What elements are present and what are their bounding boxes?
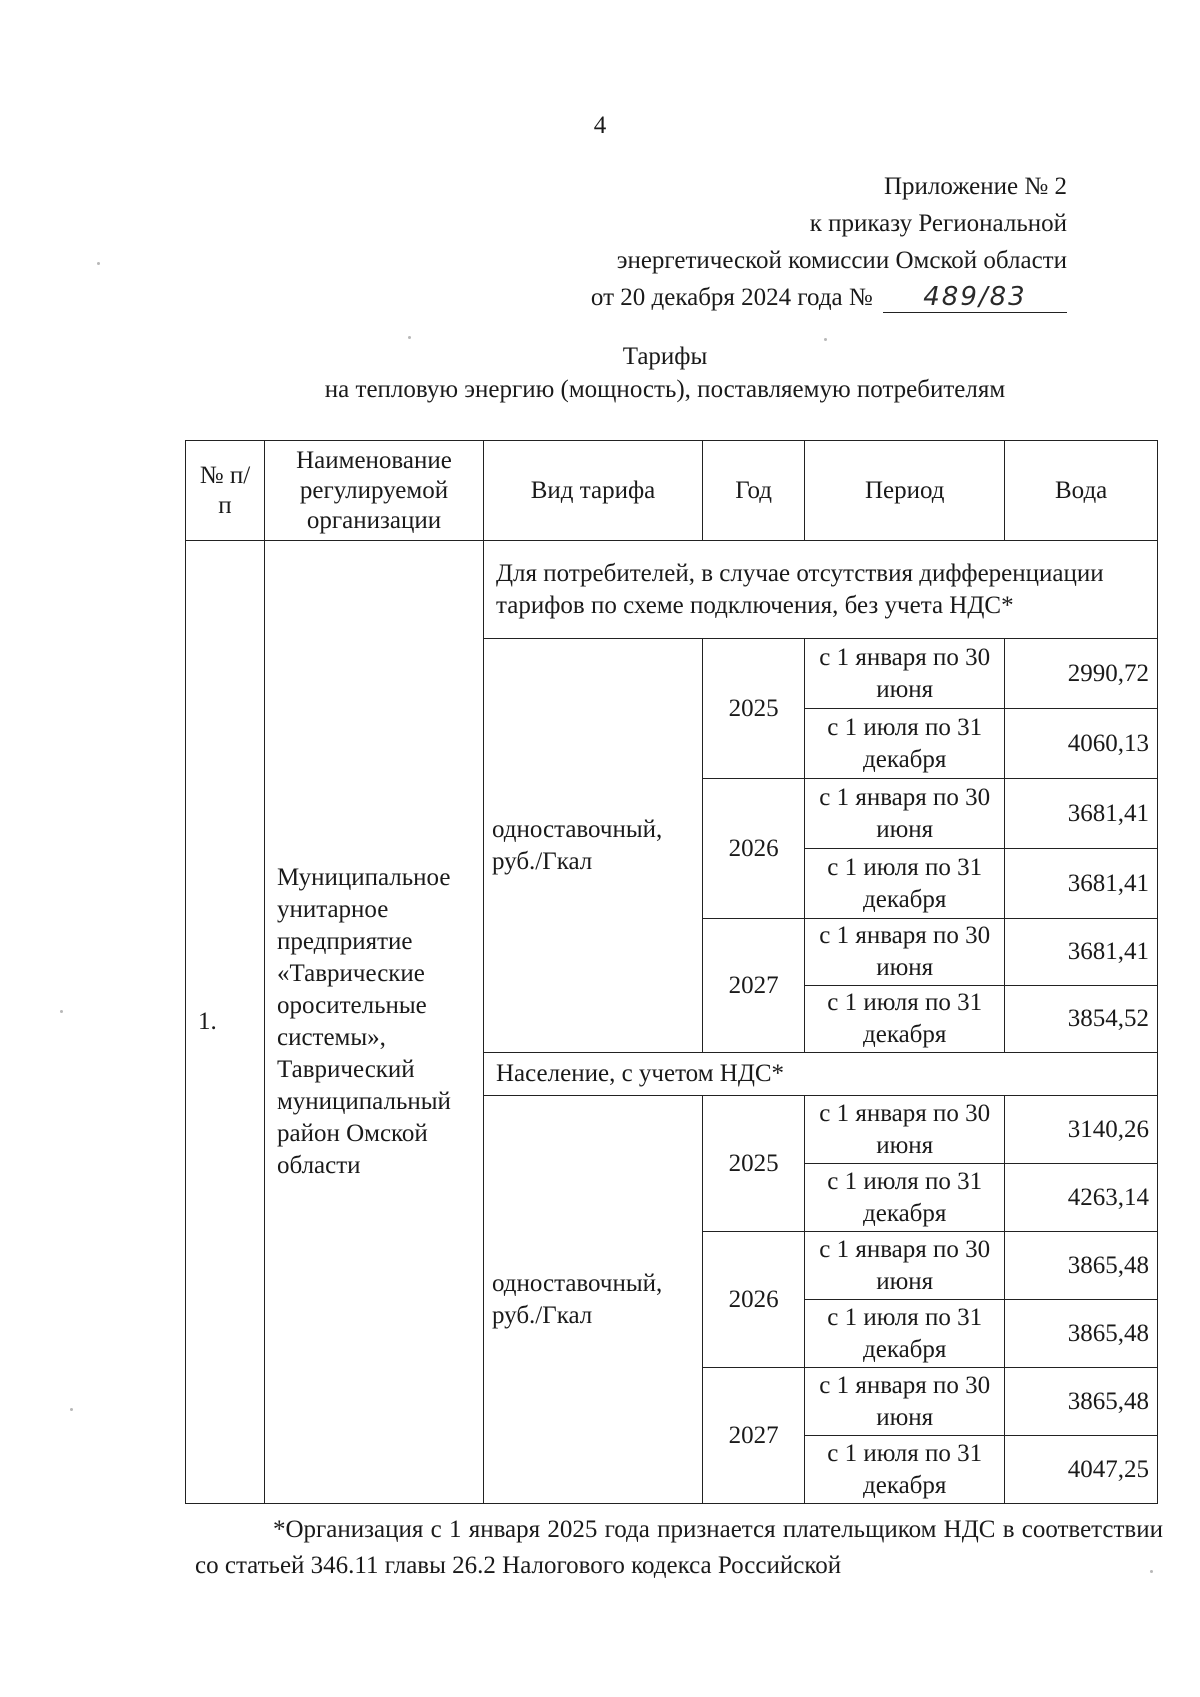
order-number-handwritten: 489/83 bbox=[883, 282, 1067, 313]
document-title bbox=[0, 340, 1200, 406]
period-cell: с 1 июля по 31 декабря bbox=[805, 986, 1005, 1053]
value-cell: 3865,48 bbox=[1005, 1368, 1158, 1436]
row-number: 1. bbox=[186, 541, 265, 1504]
value-cell: 3865,48 bbox=[1005, 1232, 1158, 1300]
period-cell: с 1 июля по 31 декабря bbox=[805, 1436, 1005, 1504]
scan-speck bbox=[1150, 1570, 1153, 1573]
header-year: Год bbox=[703, 441, 805, 541]
period-cell: с 1 июля по 31 декабря bbox=[805, 849, 1005, 919]
value-cell: 3865,48 bbox=[1005, 1300, 1158, 1368]
value-cell: 3681,41 bbox=[1005, 919, 1158, 986]
period-cell: с 1 января по 30 июня bbox=[805, 1232, 1005, 1300]
period-cell: с 1 января по 30 июня bbox=[805, 1368, 1005, 1436]
year-cell: 2025 bbox=[703, 639, 805, 779]
value-cell: 3681,41 bbox=[1005, 779, 1158, 849]
period-cell: с 1 января по 30 июня bbox=[805, 639, 1005, 709]
group-label: Население, с учетом НДС* bbox=[484, 1053, 1158, 1096]
organization-name: Муниципальное унитарное предприятие «Таврические оросительные системы», Таврический муниципальный район Омской области bbox=[264, 541, 483, 1504]
year-cell: 2027 bbox=[703, 919, 805, 1053]
value-cell: 3854,52 bbox=[1005, 986, 1158, 1053]
header-water: Вода bbox=[1005, 441, 1158, 541]
value-cell: 3140,26 bbox=[1005, 1096, 1158, 1164]
value-cell: 4263,14 bbox=[1005, 1164, 1158, 1232]
value-cell: 3681,41 bbox=[1005, 849, 1158, 919]
scan-speck bbox=[824, 338, 827, 341]
tariff-type: одноставочный, руб./Гкал bbox=[484, 1096, 703, 1504]
tariff-type: одноставочный, руб./Гкал bbox=[484, 639, 703, 1053]
appendix-header bbox=[591, 168, 1067, 316]
scan-speck bbox=[60, 1010, 63, 1013]
title-line-2: на тепловую энергию (мощность), поставляемую потребителям bbox=[324, 376, 1006, 403]
header-period: Период bbox=[805, 441, 1005, 541]
period-cell: с 1 января по 30 июня bbox=[805, 919, 1005, 986]
header-organization: Наименование регулируемой организации bbox=[264, 441, 483, 541]
group-label: Для потребителей, в случае отсутствия дифференциации тарифов по схеме подключения, без учета НДС* bbox=[484, 541, 1158, 639]
year-cell: 2027 bbox=[703, 1368, 805, 1504]
title-line-1: Тарифы bbox=[622, 343, 708, 370]
year-cell: 2025 bbox=[703, 1096, 805, 1232]
footnote: *Организация с 1 января 2025 года признается плательщиком НДС в соответствии со статьей 346.11 главы 26.2 Налогового кодекса Российской bbox=[195, 1516, 1163, 1579]
appendix-line-3: энергетической комиссии Омской области bbox=[616, 247, 1067, 274]
header-tariff-type: Вид тарифа bbox=[484, 441, 703, 541]
appendix-line-4 bbox=[591, 279, 1067, 316]
period-cell: с 1 июля по 31 декабря bbox=[805, 1300, 1005, 1368]
period-cell: с 1 января по 30 июня bbox=[805, 779, 1005, 849]
period-cell: с 1 января по 30 июня bbox=[805, 1096, 1005, 1164]
tariff-table bbox=[185, 440, 1158, 1504]
header-num: № п/п bbox=[186, 441, 265, 541]
group-row bbox=[186, 541, 1158, 639]
period-cell: с 1 июля по 31 декабря bbox=[805, 1164, 1005, 1232]
scan-speck bbox=[408, 336, 411, 339]
scan-speck bbox=[97, 262, 100, 265]
value-cell: 4060,13 bbox=[1005, 709, 1158, 779]
order-date-label: от 20 декабря 2024 года № bbox=[590, 284, 873, 311]
value-cell: 2990,72 bbox=[1005, 639, 1158, 709]
table-header-row bbox=[186, 441, 1158, 541]
scan-speck bbox=[70, 1408, 73, 1411]
page-number: 4 bbox=[593, 112, 607, 139]
year-cell: 2026 bbox=[703, 1232, 805, 1368]
appendix-line-2: к приказу Региональной bbox=[809, 210, 1067, 237]
value-cell: 4047,25 bbox=[1005, 1436, 1158, 1504]
period-cell: с 1 июля по 31 декабря bbox=[805, 709, 1005, 779]
year-cell: 2026 bbox=[703, 779, 805, 919]
appendix-line-1: Приложение № 2 bbox=[883, 173, 1067, 200]
